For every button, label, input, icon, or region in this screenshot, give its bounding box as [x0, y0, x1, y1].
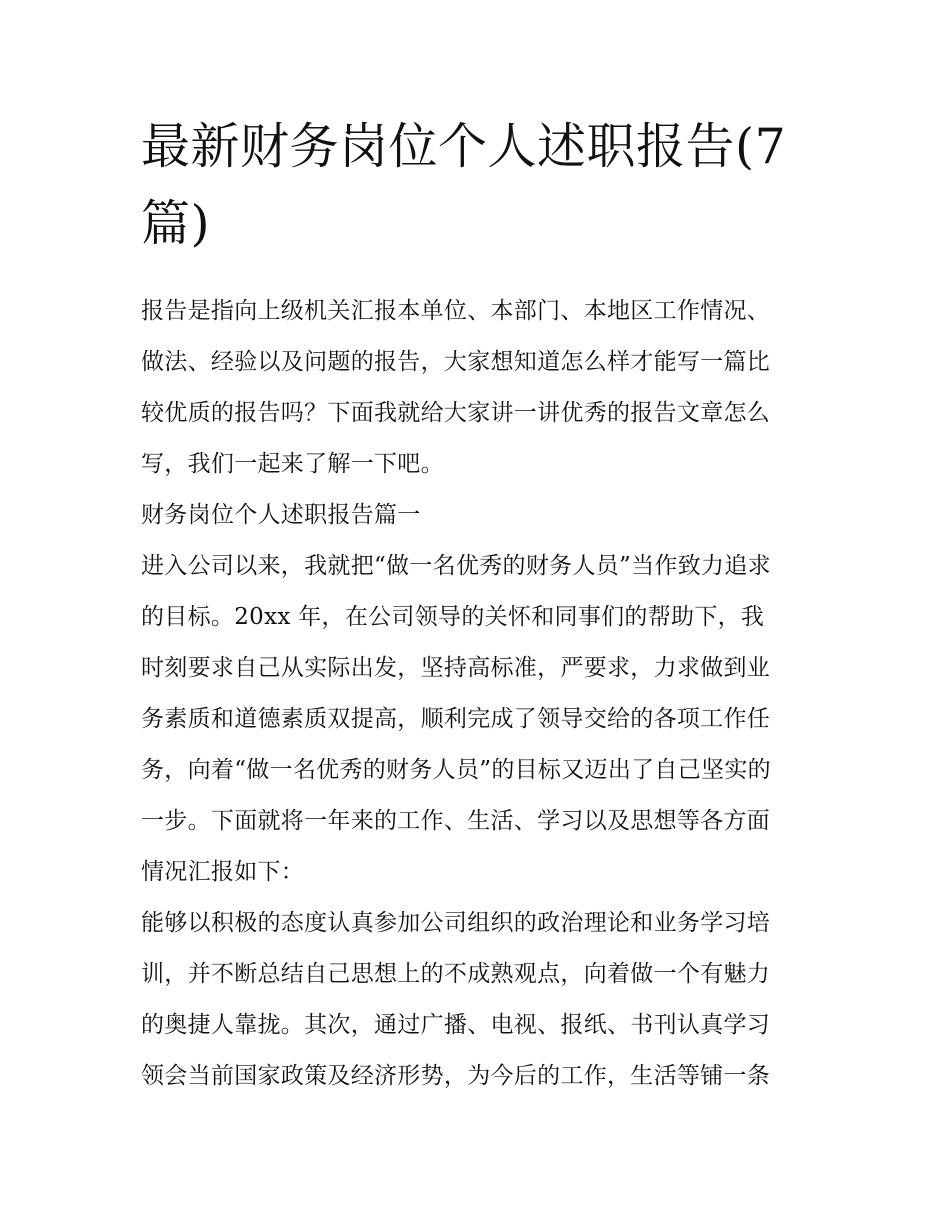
section-heading: 财务岗位个人述职报告篇一 [141, 502, 421, 528]
paragraph-line: 时刻要求自己从实际出发，坚持高标准，严要求，力求做到业 [141, 655, 771, 681]
paragraph-line: 领会当前国家政策及经济形势，为今后的工作，生活等铺一条 [141, 1063, 771, 1089]
paragraph-line: 一步。下面就将一年来的工作、生活、学习以及思想等各方面 [141, 808, 771, 834]
document-body [141, 286, 816, 1102]
paragraph-line: 训，并不断总结自己思想上的不成熟观点，向着做一个有魅力 [141, 961, 771, 987]
paragraph-line: 能够以积极的态度认真参加公司组织的政治理论和业务学习培 [141, 910, 771, 936]
paragraph-line: 情况汇报如下： [141, 859, 305, 885]
document-title [141, 108, 816, 262]
document-content [141, 108, 816, 1102]
intro-paragraph-line: 报告是指向上级机关汇报本单位、本部门、本地区工作情况、 [141, 298, 771, 324]
intro-paragraph-line: 写，我们一起来了解一下吧。 [141, 451, 444, 477]
paragraph-line: 务素质和道德素质双提高，顺利完成了领导交给的各项工作任 [141, 706, 771, 732]
intro-paragraph-line: 较优质的报告吗？下面我就给大家讲一讲优秀的报告文章怎么 [141, 400, 771, 426]
paragraph-line: 务，向着“做一名优秀的财务人员”的目标又迈出了自己坚实的 [141, 757, 771, 783]
intro-paragraph-line: 做法、经验以及问题的报告，大家想知道怎么样才能写一篇比 [141, 349, 771, 375]
title-line: 最新财务岗位个人述职报告(7 [141, 118, 787, 175]
paragraph-line: 的奥捷人靠拢。其次，通过广播、电视、报纸、书刊认真学习 [141, 1012, 771, 1038]
title-line: 篇) [141, 195, 211, 252]
paragraph-line: 进入公司以来，我就把“做一名优秀的财务人员”当作致力追求 [141, 553, 771, 579]
paragraph-line: 的目标。20xx 年，在公司领导的关怀和同事们的帮助下，我 [141, 604, 765, 630]
